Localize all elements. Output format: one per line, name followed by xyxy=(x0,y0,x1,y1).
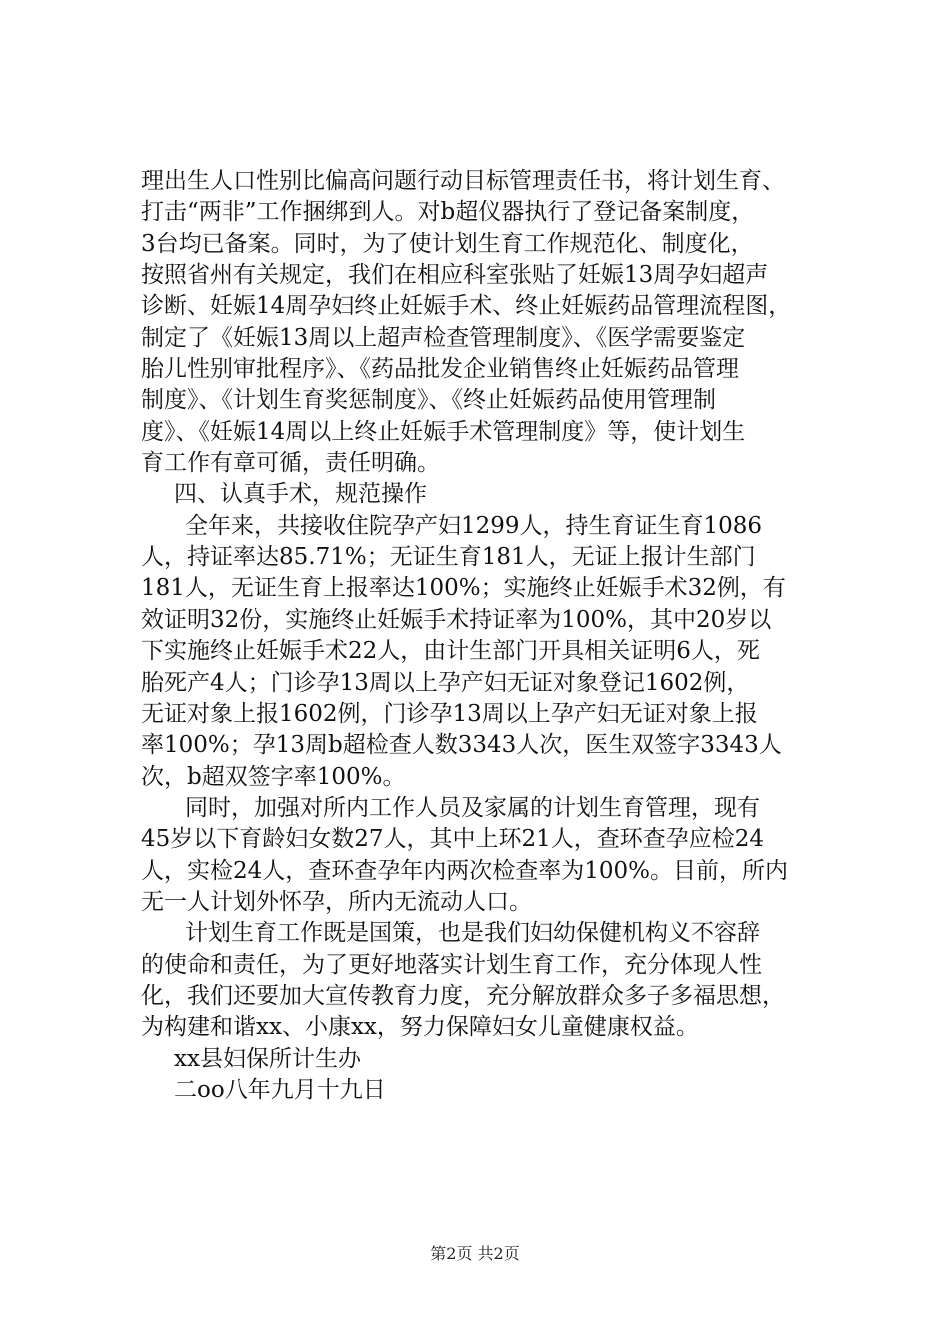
text-line: 计划生育工作既是国策，也是我们妇幼保健机构义不容辞 xyxy=(185,920,760,947)
text-line: 同时，加强对所内工作人员及家属的计划生育管理，现有 xyxy=(185,794,760,821)
text-line: 制定了《妊娠13周以上超声检查管理制度》、《医学需要鉴定 xyxy=(141,324,746,351)
text-line: 度》、《妊娠14周以上终止妊娠手术管理制度》等，使计划生 xyxy=(141,418,746,445)
text-line: 181人，无证生育上报率达100%；实施终止妊娠手术32例，有 xyxy=(141,575,786,602)
text-line: 二oo八年九月十九日 xyxy=(174,1076,386,1103)
text-line: xx县妇保所计生办 xyxy=(174,1045,361,1072)
text-line: 育工作有章可循，责任明确。 xyxy=(141,450,440,477)
text-line: 四、认真手术，规范操作 xyxy=(174,481,427,508)
text-line: 诊断、妊娠14周孕妇终止妊娠手术、终止妊娠药品管理流程图， xyxy=(141,293,792,320)
text-line: 的使命和责任，为了更好地落实计划生育工作，充分体现人性 xyxy=(141,951,762,978)
page-footer: 第2页 共2页 xyxy=(430,1244,520,1263)
document-body xyxy=(141,166,841,1106)
text-line: 为构建和谐xx、小康xx，努力保障妇女儿童健康权益。 xyxy=(141,1014,699,1041)
text-line: 人，持证率达85.71%；无证生育181人，无证上报计生部门 xyxy=(141,544,756,571)
text-line: 下实施终止妊娠手术22人，由计生部门开具相关证明6人，死 xyxy=(141,638,760,665)
text-line: 人，实检24人，查环查孕年内两次检查率为100%。目前，所内 xyxy=(141,857,789,884)
text-line: 45岁以下育龄妇女数27人，其中上环21人，查环查孕应检24 xyxy=(141,826,765,853)
text-line: 理出生人口性别比偏高问题行动目标管理责任书，将计划生育、 xyxy=(141,168,785,194)
text-line: 率100%；孕13周b超检查人数3343人次，医生双签字3343人 xyxy=(141,732,782,759)
text-line: 打击“两非”工作捆绑到人。对b超仪器执行了登记备案制度， xyxy=(141,199,755,226)
text-line: 效证明32份，实施终止妊娠手术持证率为100%，其中20岁以 xyxy=(141,606,772,633)
text-line: 化，我们还要加大宣传教育力度，充分解放群众多子多福思想， xyxy=(141,982,785,1009)
text-line: 次，b超双签字率100%。 xyxy=(141,763,406,790)
text-line: 胎儿性别审批程序》、《药品批发企业销售终止妊娠药品管理 xyxy=(141,356,739,383)
text-line: 无一人计划外怀孕，所内无流动人口。 xyxy=(141,888,532,915)
text-line: 按照省州有关规定，我们在相应科室张贴了妊娠13周孕妇超声 xyxy=(141,262,769,289)
text-line: 3台均已备案。同时，为了使计划生育工作规范化、制度化， xyxy=(141,230,754,257)
text-line: 胎死产4人；门诊孕13周以上孕产妇无证对象登记1602例， xyxy=(141,669,750,696)
text-line: 无证对象上报1602例，门诊孕13周以上孕产妇无证对象上报 xyxy=(141,700,758,727)
text-line: 制度》、《计划生育奖惩制度》、《终止妊娠药品使用管理制 xyxy=(141,387,716,414)
text-line: 全年来，共接收住院孕产妇1299人，持生育证生育1086 xyxy=(185,512,763,539)
